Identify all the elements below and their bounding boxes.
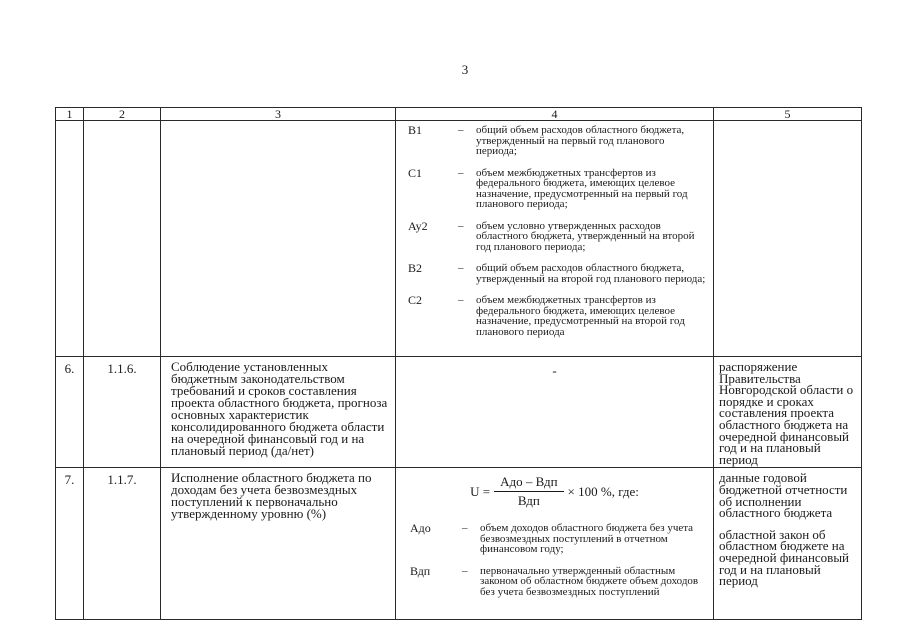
calculation-method [396, 468, 714, 620]
formula-denominator: Вдп [517, 493, 540, 509]
variable-description: объем условно утвержденных расходов областного бюджета, утвержденный на второй год планового периода; [476, 219, 695, 253]
cont-method-cell [396, 121, 714, 357]
data-source [714, 468, 862, 620]
variable-description: объем межбюджетных трансфертов из федерального бюджета, имеющих целевое назначение, предусмотренный на первый год планового периода; [476, 166, 688, 210]
variable-symbol: C2 [408, 293, 423, 307]
variable-symbol: B2 [408, 261, 423, 275]
header-col-5: 5 [714, 108, 862, 121]
variable-dash: – [458, 219, 464, 232]
variable-dash: – [458, 294, 464, 306]
header-col-3: 3 [161, 108, 396, 121]
variable-b2 [408, 263, 707, 284]
variable-list [396, 519, 713, 597]
indicator-name: Соблюдение установленных бюджетным законодательством требований и сроков составления проекта областного бюджета, прогноза основных характеристик консолидированного бюджета области на очередной финансовый год и на плановый период (да/нет) [161, 357, 396, 468]
variable-symbol: Ay2 [408, 218, 428, 233]
variable-symbol: C1 [408, 165, 423, 180]
method-dash: - [552, 363, 557, 378]
variable-vdp [410, 563, 707, 598]
indicator-name: Исполнение областного бюджета по доходам без учета безвозмездных поступлений к первоначально утвержденному уровню (%) [161, 468, 396, 620]
variable-description: объем межбюджетных трансфертов из федерального бюджета, имеющих целевое назначение, предусмотренный на второй год планового периода [476, 294, 685, 338]
page-number: 3 [461, 62, 469, 77]
variable-ado [410, 523, 707, 555]
variable-description: общий объем расходов областного бюджета, утвержденный на первый год планового периода; [476, 124, 685, 157]
variable-dash: – [458, 124, 464, 136]
variable-description: первоначально утвержденный областным законом об областном бюджете объем доходов без учета безвозмездных поступлений [480, 564, 699, 598]
variable-description: общий объем расходов областного бюджета, утвержденный на второй год планового периода; [476, 262, 706, 285]
calculation-method [396, 357, 714, 468]
header-col-1: 1 [56, 108, 84, 121]
data-source: распоряжение Правительства Новгородской области о порядке и сроках составления проекта областного бюджета на очередной финансовый год и на плановый период [714, 357, 862, 468]
cont-name-cell [161, 121, 396, 357]
row-number: 7. [56, 468, 84, 620]
formula-lhs: U = [470, 483, 491, 499]
table-row-continuation [56, 121, 862, 357]
variable-b1 [408, 125, 707, 157]
row-index: 1.1.7. [84, 468, 161, 620]
data-source-item: областной закон об областном бюджете на очередной финансовый год и на плановый период [719, 526, 850, 589]
formula-tail: × 100 %, где: [567, 483, 639, 499]
variable-list [396, 121, 713, 337]
variable-symbol: Вдп [410, 563, 431, 578]
table-header-row [56, 108, 862, 121]
table-row-7 [56, 468, 862, 620]
cont-num-cell [56, 121, 84, 357]
indicator-table [55, 107, 862, 620]
variable-symbol: Адо [410, 521, 431, 536]
variable-c1 [408, 165, 707, 210]
variable-symbol: B1 [408, 123, 423, 137]
variable-dash: – [458, 166, 464, 179]
variable-dash: – [462, 522, 468, 535]
formula [396, 468, 713, 519]
cont-index-cell [84, 121, 161, 357]
cont-basis-cell [714, 121, 862, 357]
formula-numerator: Адо – Вдп [494, 474, 563, 492]
variable-ay2 [408, 218, 707, 253]
data-source-item: данные годовой бюджетной отчетности об исполнении областного бюджета [719, 470, 848, 521]
variable-description: объем доходов областного бюджета без учета безвозмездных поступлений в отчетном финансовом году; [480, 522, 694, 556]
table-row-6 [56, 357, 862, 468]
variable-dash: – [462, 564, 468, 577]
row-number: 6. [56, 357, 84, 468]
row-index: 1.1.6. [84, 357, 161, 468]
variable-c2 [408, 295, 707, 337]
formula-fraction [494, 474, 563, 509]
header-col-4: 4 [396, 108, 714, 121]
variable-dash: – [458, 262, 464, 274]
header-col-2: 2 [84, 108, 161, 121]
